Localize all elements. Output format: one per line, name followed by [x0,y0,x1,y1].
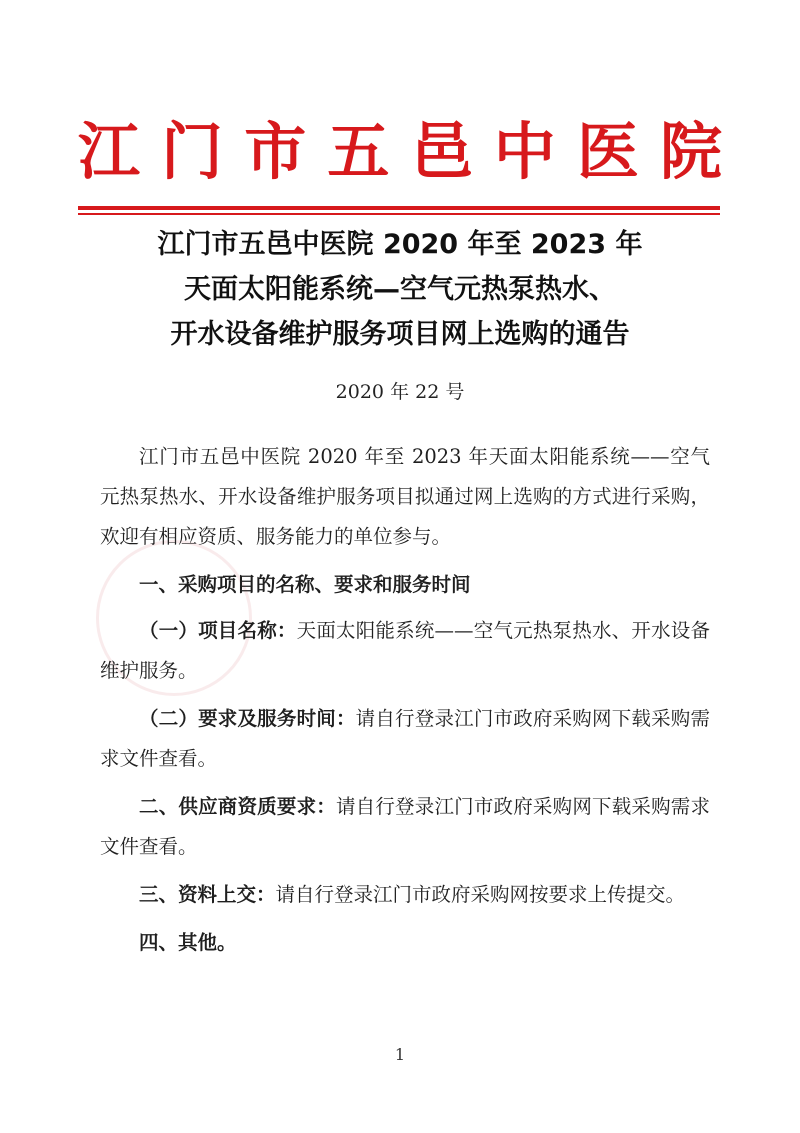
masthead-char: 江 [78,115,141,188]
intro-paragraph: 江门市五邑中医院 2020 年至 2023 年天面太阳能系统——空气元热泵热水、开水设备维护服务项目拟通过网上选购的方式进行采购，欢迎有相应资质、服务能力的单位参与。 [100,445,710,548]
item-1-text: 天面太阳能系统——空气元热泵热水、开水设备维护服务。 [100,619,710,682]
section-2-label: 二、供应商资质要求： [139,795,336,818]
masthead-rule-thick [78,206,720,210]
masthead-char: 门 [161,115,224,188]
masthead-char: 中 [493,115,556,188]
notice-body [100,437,710,971]
section-2 [100,787,710,867]
notice-title [78,222,722,357]
document-number: 2020 年 22 号 [335,381,465,403]
masthead-char: 院 [659,115,722,188]
title-line-1: 江门市五邑中医院 2020 年至 2023 年 [157,229,643,260]
title-line-2: 天面太阳能系统—空气元热泵热水、 [184,274,616,305]
masthead-char: 医 [576,115,639,188]
masthead-char: 五 [327,115,390,188]
page-number: 1 [394,1045,406,1064]
section-3-label: 三、资料上交： [139,883,276,906]
item-2-text: 请自行登录江门市政府采购网下载采购需求文件查看。 [100,707,710,770]
masthead-char: 邑 [410,115,473,188]
masthead-title [78,112,722,192]
masthead-char: 市 [244,115,307,188]
section-4-heading: 四、其他。 [139,931,237,954]
masthead-rule-thin [78,213,720,215]
section-3 [100,875,710,915]
section-4 [100,923,710,963]
item-1-label: （一）项目名称： [139,619,297,642]
section-1-heading-text: 一、采购项目的名称、要求和服务时间 [139,573,471,596]
item-2-label: （二）要求及服务时间： [139,707,356,730]
section-1-heading [100,565,710,605]
section-1-item-1 [100,611,710,691]
section-3-text: 请自行登录江门市政府采购网按要求上传提交。 [275,883,686,906]
section-2-text: 请自行登录江门市政府采购网下载采购需求文件查看。 [100,795,710,858]
title-line-3: 开水设备维护服务项目网上选购的通告 [170,319,630,350]
section-1-item-2 [100,699,710,779]
